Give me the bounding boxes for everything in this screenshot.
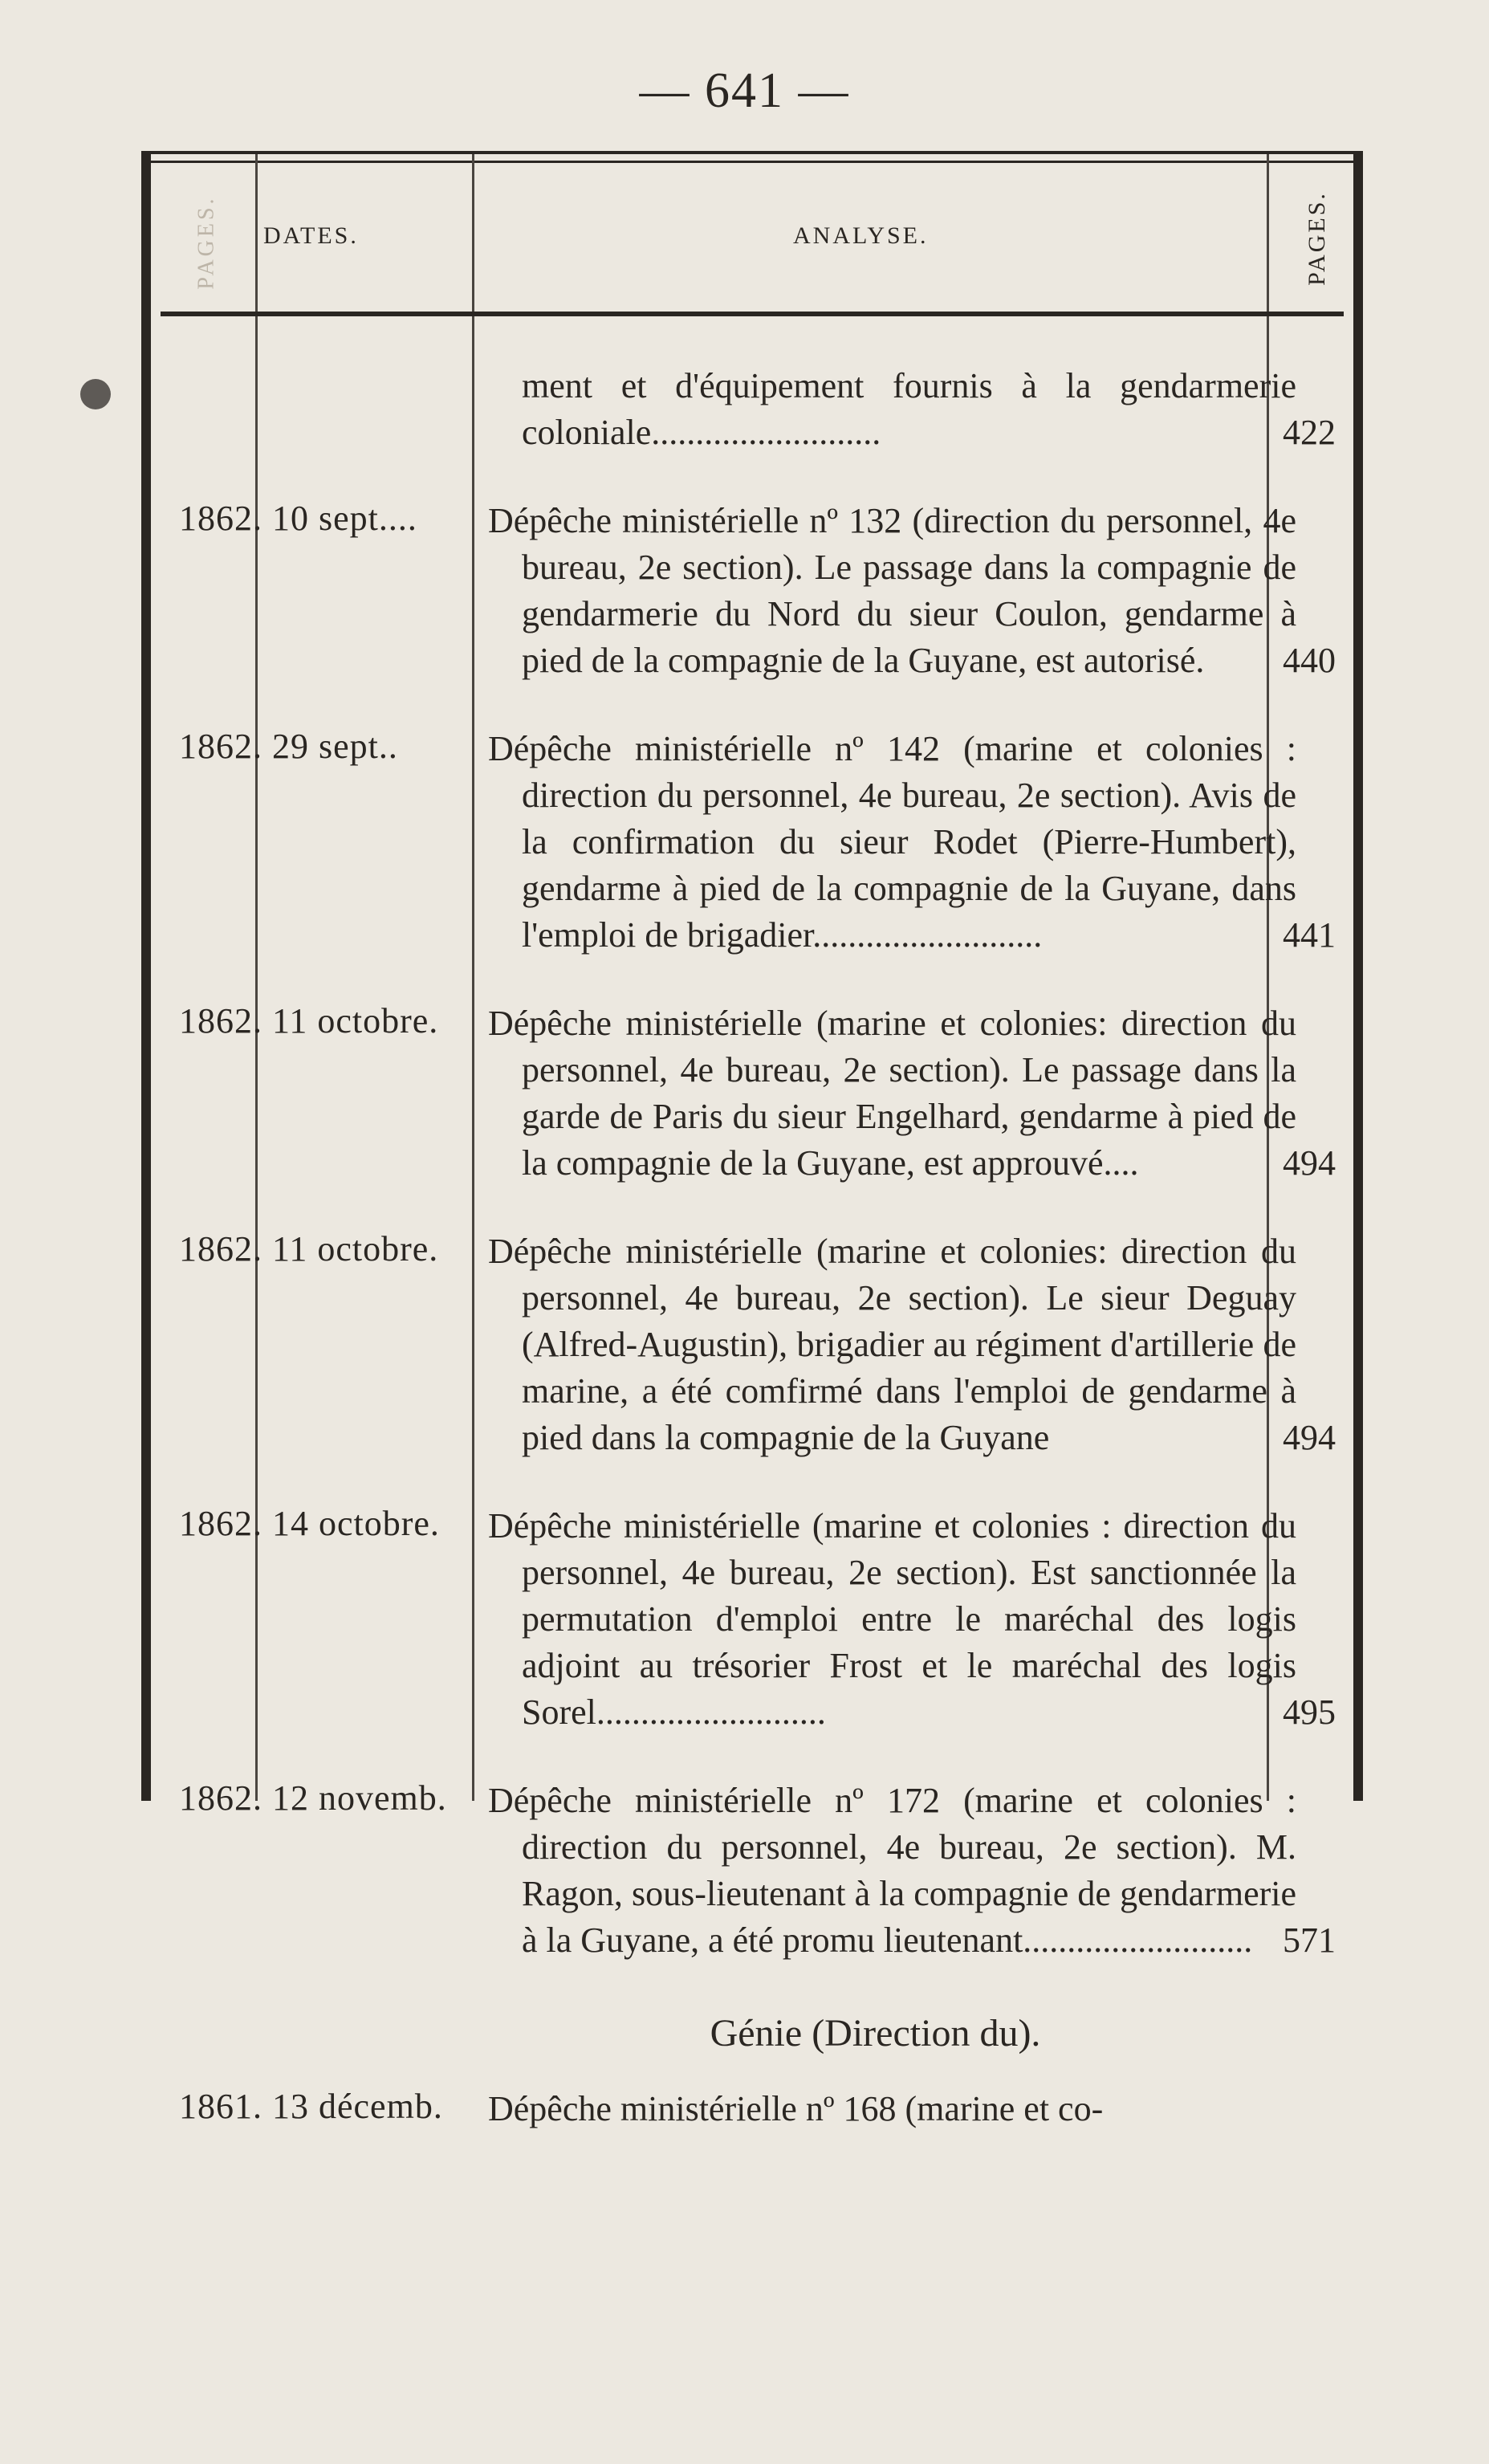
entry-date: 1862. 29 sept.. <box>179 727 398 766</box>
entry-date: 1862. 11 octobre. <box>179 1001 439 1041</box>
entry-date: 1862. 12 novemb. <box>179 1778 447 1818</box>
margin-dot <box>80 379 111 409</box>
dates-header: DATES. <box>263 222 359 249</box>
table-row <box>151 1778 1353 1964</box>
entry-text: Dépêche ministérielle nº 142 (marine et colonies : direction du personnel, 4e bureau, 2e section). Avis de la confirmation du sieur Rodet (Pierre-Humbert), gendarme à pied de la compagnie de la Guyane, dans l'emploi de brigadier.......................... <box>488 729 1296 955</box>
table-row <box>151 1503 1353 1736</box>
entry-text: Dépêche ministérielle nº 168 (marine et co- <box>488 2089 1104 2128</box>
entry-text: Dépêche ministérielle (marine et colonies: direction du personnel, 4e bureau, 2e section). Le passage dans la garde de Paris du sieur Engelhard, gendarme à pied de la compagnie de la Guyane, est approuvé.... <box>488 1004 1296 1183</box>
entry-date: 1862. 14 octobre. <box>179 1504 440 1543</box>
pages-header: PAGES. <box>1304 191 1330 286</box>
entry-page: 494 <box>1283 1418 1336 1457</box>
entry-date: 1862. 10 sept.... <box>179 499 417 538</box>
entry-page: 495 <box>1283 1692 1336 1732</box>
entries-list <box>151 363 1353 2174</box>
table-row <box>151 2086 1353 2132</box>
entry-text: Dépêche ministérielle nº 172 (marine et colonies : direction du personnel, 4e bureau, 2e section). M. Ragon, sous-lieutenant à la compagnie de gendarmerie à la Guyane, a été promu lieutenant.......................... <box>488 1781 1296 1960</box>
page-number: — 641 — <box>639 63 850 118</box>
entry-page: 441 <box>1283 915 1336 955</box>
entry-text: Dépêche ministérielle nº 132 (direction du personnel, 4e bureau, 2e section). Le passage dans la compagnie de gendarmerie du Nord du sieur Coulon, gendarme à pied de la compagnie de la Guyane, est autorisé. <box>488 501 1296 680</box>
entry-page: 440 <box>1283 641 1336 680</box>
entry-text: Dépêche ministérielle (marine et colonies: direction du personnel, 4e bureau, 2e section). Le sieur Deguay (Alfred-Augustin), brigadier au régiment d'artillerie de marine, a été comfirmé dans l'emploi de gendarme à pied dans la compagnie de la Guyane <box>488 1232 1296 1457</box>
entry-page: 494 <box>1283 1143 1336 1183</box>
section-title: Génie (Direction du). <box>710 2012 1041 2055</box>
entry-page: 422 <box>1283 413 1336 452</box>
header-rule <box>161 312 1344 316</box>
left-column-header: PAGES. <box>194 195 219 290</box>
entry-text: Dépêche ministérielle (marine et colonies : direction du personnel, 4e bureau, 2e section). Est sanctionnée la permutation d'emploi entre le maréchal des logis adjoint au trésorier Frost et le maréchal des logis Sorel.......................... <box>488 1506 1296 1732</box>
entry-page: 571 <box>1283 1920 1336 1960</box>
table-row <box>151 1000 1353 1187</box>
analyse-header: ANALYSE. <box>793 222 929 249</box>
entry-date: 1862. 11 octobre. <box>179 1229 439 1269</box>
table-row <box>151 726 1353 959</box>
table-row <box>151 498 1353 684</box>
table-frame <box>141 151 1363 2128</box>
table-row <box>151 1228 1353 1461</box>
table-row <box>151 363 1353 456</box>
entry-text: ment et d'équipement fournis à la gendarmerie coloniale.......................... <box>522 366 1296 452</box>
entry-date: 1861. 13 décemb. <box>179 2087 443 2126</box>
